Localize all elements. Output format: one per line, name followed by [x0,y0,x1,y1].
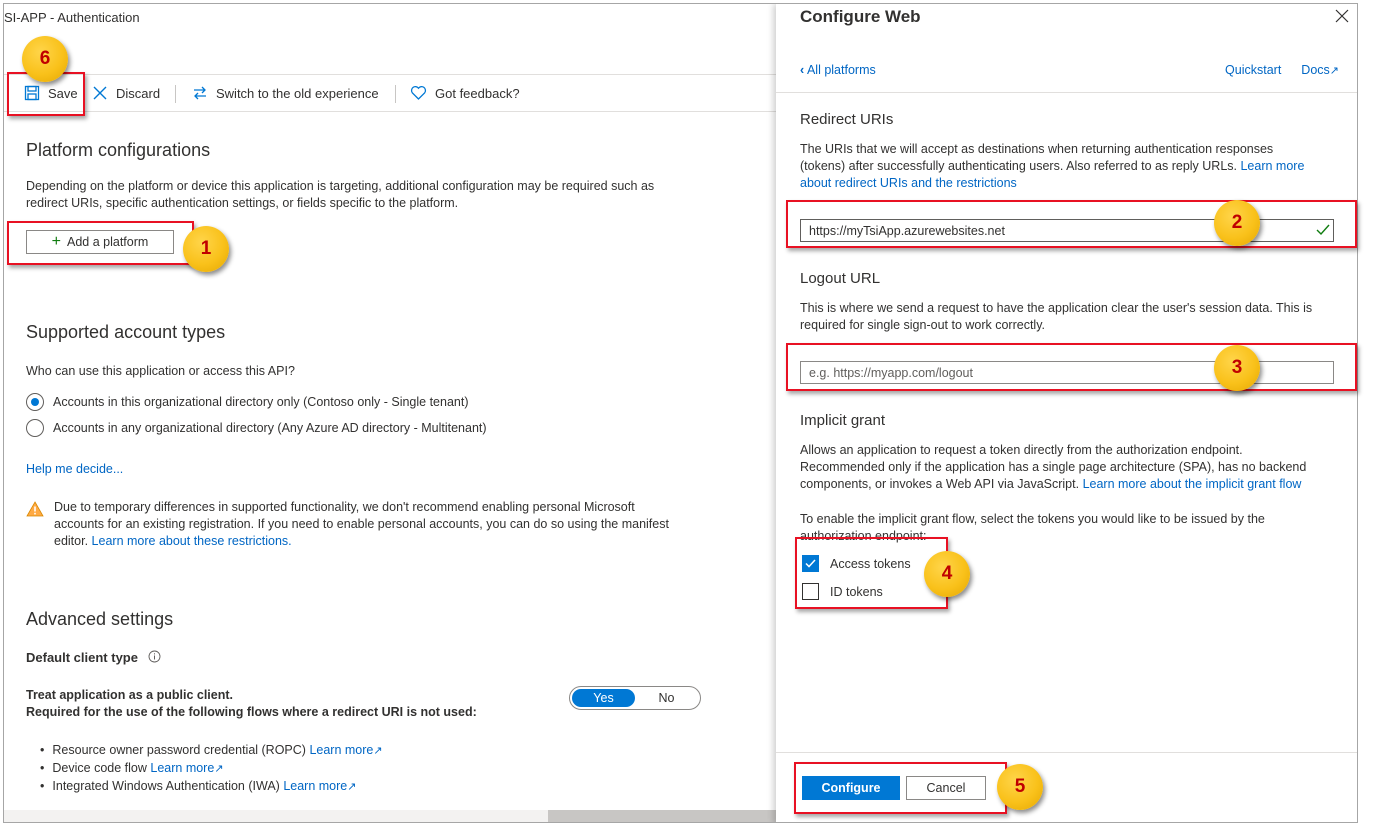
learn-more-link[interactable]: Learn more [283,779,348,793]
step-badge-3: 3 [1214,345,1260,391]
enable-line: authorization endpoint: [800,529,927,543]
redirect-desc-line: The URIs that we will accept as destinations when returning authentication responses [800,142,1274,156]
blade-title: SI-APP - Authentication [4,10,140,25]
implicit-desc-line [800,476,1330,493]
switch-label: Switch to the old experience [216,85,379,101]
configure-web-panel [776,4,1358,823]
step-badge-2: 2 [1214,200,1260,246]
feedback-label: Got feedback? [435,85,520,101]
external-link-icon: ↗ [347,781,357,793]
checkmark-icon [805,559,816,568]
account-types-heading: Supported account types [26,322,226,342]
step-badge-5: 5 [997,764,1043,810]
enable-line: To enable the implicit grant flow, select the tokens you would like to be issued by the [800,512,1265,526]
flow-text: Device code flow [52,761,147,775]
redirect-desc-text: (tokens) after successfully authenticating users. Also referred to as reply URLs. [800,159,1237,173]
warning-message [26,499,706,550]
public-client-description [26,687,477,721]
list-item [52,742,383,760]
configure-button[interactable]: Configure [802,776,900,800]
default-client-type-label [26,649,161,666]
checkbox-label: Access tokens [830,556,911,571]
flow-text: Resource owner password credential (ROPC) [52,743,306,757]
implicit-grant-learn-more-link[interactable]: Learn more about the implicit grant flow [1082,477,1302,491]
learn-more-link[interactable]: Learn more [309,743,374,757]
list-item [52,778,383,796]
external-link-icon: ↗ [373,745,383,757]
external-link-icon: ↗ [1329,65,1339,77]
radio-button[interactable] [26,419,44,437]
client-type-text: Default client type [26,650,138,665]
toggle-no[interactable]: No [658,691,675,705]
warning-line [54,533,669,550]
checkbox-label: ID tokens [830,584,883,599]
docs-label: Docs [1301,63,1330,77]
learn-more-link[interactable]: Learn more [150,761,215,775]
save-icon [24,85,40,101]
add-platform-label: Add a platform [67,235,149,249]
platform-description-line: Depending on the platform or device this application is targeting, additional configuration may be required such as [26,179,655,193]
radio-single-tenant[interactable] [26,393,469,411]
step-badge-6: 6 [22,36,68,82]
platform-description-line: redirect URIs, specific authentication settings, or fields specific to the platform. [26,196,459,210]
flow-list [52,742,383,796]
platform-description [26,178,654,212]
docs-link[interactable] [1301,63,1339,77]
logout-desc-line: required for single sign-out to work correctly. [800,318,1046,332]
info-icon[interactable] [148,650,161,663]
access-tokens-checkbox[interactable] [802,555,911,572]
warning-icon [26,501,44,517]
radio-button[interactable] [26,393,44,411]
platform-heading: Platform configurations [26,140,211,160]
help-me-decide-link[interactable]: Help me decide... [26,462,124,476]
redirect-restrictions-link[interactable]: about redirect URIs and the restrictions [800,176,1017,190]
implicit-desc-line: Recommended only if the application has a single page architecture (SPA), has no backend [800,460,1307,474]
flow-text: Integrated Windows Authentication (IWA) [52,779,280,793]
warning-text [54,499,669,550]
cancel-button[interactable]: Cancel [906,776,986,800]
redirect-uris-heading: Redirect URIs [800,111,894,128]
account-question: Who can use this application or access this API? [26,364,295,378]
heart-icon [410,85,427,101]
switch-arrows-icon [192,85,208,101]
close-icon [92,85,108,101]
panel-divider [776,92,1358,93]
warning-line: Due to temporary differences in supported functionality, we don't recommend enabling personal Microsoft [54,500,635,514]
required-label: Required for the use of the following flows where a redirect URI is not used: [26,705,477,719]
redirect-desc-line [800,158,1330,175]
close-icon[interactable] [1334,8,1350,24]
implicit-description [800,442,1330,493]
checkbox[interactable] [802,555,819,572]
chevron-left-icon: ‹ [800,63,805,77]
radio-label: Accounts in this organizational directory only (Contoso only - Single tenant) [53,395,469,409]
id-tokens-checkbox[interactable] [802,583,883,600]
external-link-icon: ↗ [214,763,224,775]
learn-more-restrictions-link[interactable]: Learn more about these restrictions. [91,534,292,548]
redirect-description [800,141,1330,192]
discard-label: Discard [116,85,161,101]
advanced-settings-heading: Advanced settings [26,609,174,629]
implicit-enable-text [800,511,1330,545]
implicit-desc-text: components, or invokes a Web API via JavaScript. [800,477,1080,491]
checkmark-icon [1316,224,1330,236]
toolbar-divider [175,85,176,103]
app-frame [3,3,1358,823]
radio-label: Accounts in any organizational directory (Any Azure AD directory - Multitenant) [53,421,487,435]
implicit-grant-heading: Implicit grant [800,412,886,429]
discard-button[interactable] [92,75,160,111]
implicit-desc-line: Allows an application to request a token directly from the authorization endpoint. [800,443,1243,457]
quickstart-link[interactable]: Quickstart [1225,63,1282,77]
toggle-yes[interactable]: Yes [572,689,635,707]
authentication-blade [4,4,776,823]
feedback-button[interactable] [410,75,520,111]
step-badge-4: 4 [924,551,970,597]
list-item [52,760,383,778]
warning-line-text: editor. [54,534,89,548]
command-bar [4,74,776,112]
all-platforms-label: All platforms [806,63,876,77]
panel-title: Configure Web [800,7,921,26]
logout-description [800,300,1330,334]
logout-url-heading: Logout URL [800,270,881,287]
scrollbar-thumb[interactable] [548,810,776,823]
plus-icon: + [51,233,62,250]
warning-line: accounts for an existing registration. If you need to enable personal accounts, you can do so using the manifest [54,517,669,531]
switch-experience-button[interactable] [192,75,379,111]
public-client-toggle[interactable] [569,686,701,710]
step-badge-1: 1 [183,226,229,272]
checkbox[interactable] [802,583,819,600]
radio-multitenant[interactable] [26,419,487,437]
logout-desc-line: This is where we send a request to have the application clear the user's session data. This is [800,301,1313,315]
learn-more-link[interactable]: Learn more [1240,159,1305,173]
all-platforms-link[interactable] [800,63,876,77]
treat-label: Treat application as a public client. [26,688,234,702]
panel-header-links [1225,63,1339,77]
panel-footer-divider [776,752,1358,753]
add-platform-button[interactable] [26,230,174,254]
save-label: Save [48,85,78,101]
toolbar-divider [395,85,396,103]
